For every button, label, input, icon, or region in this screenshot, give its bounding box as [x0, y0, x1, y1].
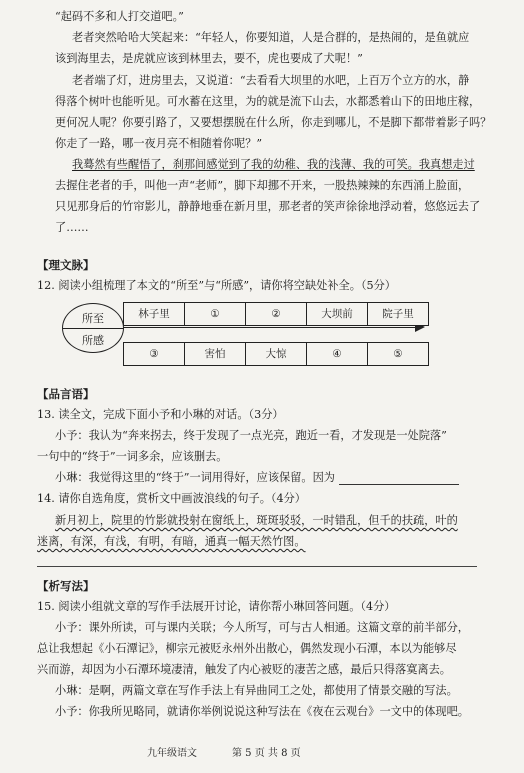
feeling-box-4-blank[interactable]: ④ [306, 342, 368, 366]
diagram-oval [62, 303, 124, 353]
section-title-structure: 【理文脉】 [37, 258, 95, 272]
passage-line-5: 得落个树叶也能听见。可水蓄在这里，为的就是流下山去，水都悉着山下的田地庄稼， [55, 95, 481, 108]
feeling-box-1-blank[interactable]: ③ [123, 342, 185, 366]
q15-dialogue-5: 小予：你我所见略同，就请你举例说说这种写法在《夜在云观台》一文中的体现吧。 [55, 705, 469, 718]
passage-line-4: 老者端了灯，进房里去，又说道：“去看看大坝里的水吧，上百万个立方的水，静 [72, 74, 470, 87]
q14-wavy-sentence-2: 迷离，有深，有浅，有明，有暗，通真一幅天然竹图。 [37, 535, 306, 548]
passage-line-11: 了…… [55, 221, 89, 234]
passage-line-9: 去握住老者的手，叫他一声“老师”，脚下却挪不开来，一股热辣辣的东西涌上脸面， [55, 179, 470, 192]
passage-line-6: 更何况人呢？你要引路了，又要想摆脱在什么所，你走到哪儿，不是脚下都带着影子吗？ [55, 116, 492, 129]
feeling-box-3: 大惊 [245, 342, 307, 366]
footer-page-number: 第 5 页 共 8 页 [232, 748, 301, 759]
question-13: 13. 读全文，完成下面小予和小琳的对话。（3分） [37, 408, 284, 421]
footer-subject: 九年级语文 [147, 748, 197, 759]
passage-line-3: 该到海里去，是虎就应该到林里去，要不，虎也要成了犬呢！” [55, 52, 363, 65]
passage-line-8-underlined: 我蓦然有些醒悟了，刹那间感觉到了我的幼稚、我的浅薄、我的可笑。我真想走过 [72, 158, 475, 171]
diagram-axis [100, 327, 418, 328]
passage-line-10: 只见那身后的竹帘影儿，静静地垂在新月里，那老者的笑声徐徐地浮动着，悠悠远去了 [55, 200, 481, 213]
q13-dialogue-3-text: 小琳：我觉得这里的“终于”一词用得好，应该保留。因为 [55, 471, 335, 484]
q13-dialogue-3 [55, 471, 459, 485]
passage-line-7: 你走了一路，哪一夜月亮不相随着你呢？” [55, 137, 263, 150]
q13-dialogue-1: 小予：我认为“奔来拐去，终于发现了一点光亮，跑近一看，才发现是一处院落” [55, 429, 447, 442]
question-15: 15. 阅读小组就文章的写作手法展开讨论，请你帮小琳回答问题。（4分） [37, 600, 396, 613]
q13-answer-blank[interactable] [339, 473, 459, 485]
q13-dialogue-2: 一句中的“终于”一词多余，应该删去。 [37, 450, 228, 463]
q15-dialogue-3: 兴而游，却因为小石潭环境凄清，触发了内心被贬的凄苦之感，最后只得落寞离去。 [37, 663, 451, 676]
q15-dialogue-2: 总让我想起《小石潭记》，柳宗元被贬永州外出散心，偶然发现小石潭，本以为能够尽 [37, 642, 457, 655]
passage-line-1: “起码不多和人打交道吧。” [55, 10, 184, 23]
q14-answer-line[interactable] [37, 566, 477, 567]
section-title-language: 【品言语】 [37, 387, 95, 401]
label-suozhi: 所至 [82, 312, 104, 325]
label-suogan: 所感 [82, 334, 104, 347]
question-14: 14. 请你自选角度，赏析文中画波浪线的句子。（4分） [37, 492, 306, 505]
feeling-box-5-blank[interactable]: ⑤ [367, 342, 429, 366]
question-12: 12. 阅读小组梳理了本文的“所至”与“所感”，请你将空缺处补全。（5分） [37, 279, 396, 292]
place-box-5: 院子里 [367, 302, 429, 326]
place-box-4: 大坝前 [306, 302, 368, 326]
place-box-1: 林子里 [123, 302, 185, 326]
q14-wavy-sentence-1: 新月初上，院里的竹影就投射在窗纸上，斑斑驳驳，一时错乱，但千的扶疏，叶的 [55, 514, 458, 527]
place-box-2-blank[interactable]: ① [184, 302, 246, 326]
q15-dialogue-1: 小予：课外所读，可与课内关联；今人所写，可与古人相通。这篇文章的前半部分， [55, 621, 469, 634]
feeling-box-2: 害怕 [184, 342, 246, 366]
passage-line-2: 老者突然哈哈大笑起来：“年轻人，你要知道，人是合群的，是热闹的，是鱼就应 [72, 31, 470, 44]
q15-dialogue-4: 小琳：是啊，两篇文章在写作手法上有异曲同工之处，都使用了情景交融的写法。 [55, 684, 458, 697]
section-title-technique: 【析写法】 [37, 579, 95, 593]
place-box-3-blank[interactable]: ② [245, 302, 307, 326]
